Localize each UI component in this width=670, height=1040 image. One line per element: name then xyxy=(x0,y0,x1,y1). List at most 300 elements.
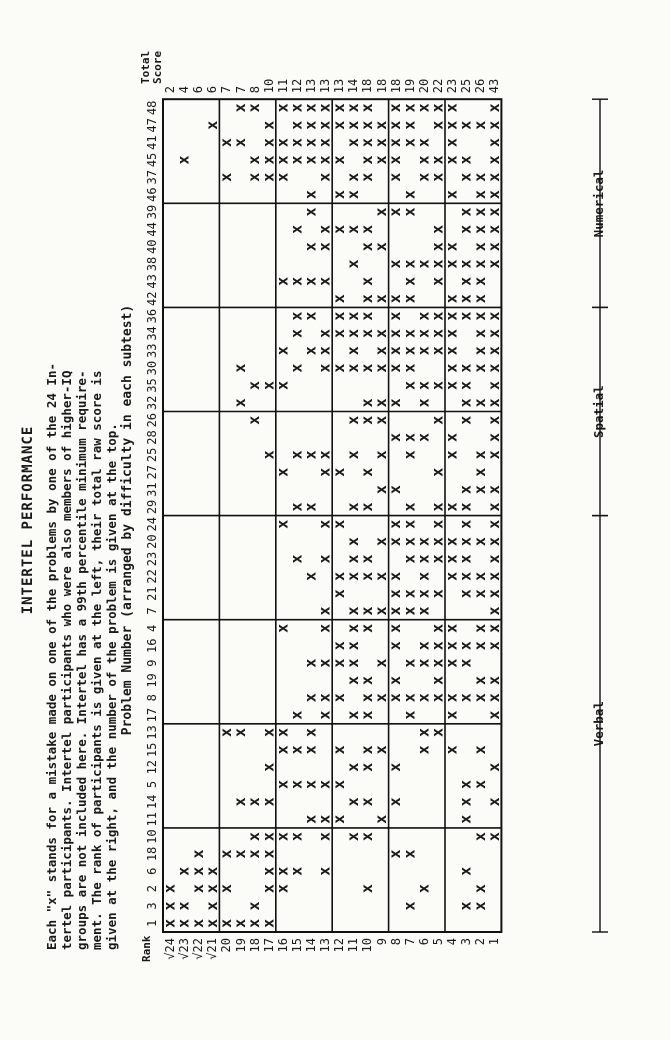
mistake-mark: x xyxy=(456,363,475,373)
mistake-mark: x xyxy=(358,276,376,286)
mistake-mark: x xyxy=(456,120,475,130)
mistake-mark: x xyxy=(456,554,475,564)
mistake-mark: x xyxy=(372,415,391,425)
total-score: 19 xyxy=(402,78,417,94)
mistake-mark: x xyxy=(343,224,362,234)
mistake-mark: x xyxy=(329,571,348,581)
mistake-mark: x xyxy=(273,519,292,529)
mistake-mark: x xyxy=(343,346,362,356)
mistake-mark: x xyxy=(484,346,503,356)
problem-number: 35 xyxy=(145,378,159,393)
mistake-mark: x xyxy=(259,832,278,842)
mistake-mark: x xyxy=(343,259,362,269)
total-score: 8 xyxy=(247,85,262,94)
mistake-mark: x xyxy=(358,155,376,165)
mistake-mark: x xyxy=(329,294,348,304)
mistake-mark: x xyxy=(386,849,405,859)
mistake-mark: x xyxy=(217,918,235,928)
mistake-mark: x xyxy=(343,641,362,651)
mistake-mark: x xyxy=(329,190,348,200)
problem-number: 26 xyxy=(145,412,159,428)
total-score: 10 xyxy=(261,78,276,94)
mistake-mark: x xyxy=(470,172,489,182)
mistake-mark: x xyxy=(428,103,447,113)
mistake-mark: x xyxy=(484,450,503,460)
mistake-mark: x xyxy=(386,485,405,495)
mistake-mark: x xyxy=(414,641,433,651)
mistake-mark: x xyxy=(470,207,489,217)
mistake-mark: x xyxy=(428,502,447,512)
mistake-mark: x xyxy=(343,554,362,564)
mistake-mark: x xyxy=(470,675,489,685)
rank-label: 8 xyxy=(388,938,403,946)
mistake-mark: x xyxy=(414,571,433,581)
mistake-mark: x xyxy=(456,814,475,824)
mistake-mark: x xyxy=(273,832,292,842)
mistake-mark: x xyxy=(259,155,278,165)
mistake-mark: x xyxy=(414,259,433,269)
mistake-mark: x xyxy=(428,346,447,356)
mistake-mark: x xyxy=(301,155,320,165)
mistake-mark: x xyxy=(456,537,475,547)
problem-number: 23 xyxy=(145,551,159,567)
total-score: 18 xyxy=(360,78,375,94)
mistake-mark: x xyxy=(442,346,461,356)
mistake-mark: x xyxy=(343,103,362,113)
rank-label: 4 xyxy=(445,938,459,946)
problem-number: 9 xyxy=(145,659,159,667)
mistake-mark: x xyxy=(428,675,447,685)
mistake-mark: x xyxy=(301,120,320,130)
mistake-mark: x xyxy=(273,346,292,356)
mistake-mark: x xyxy=(414,398,433,408)
mistake-mark: x xyxy=(315,138,334,148)
mistake-mark: x xyxy=(358,745,376,755)
problem-number: 21 xyxy=(145,586,159,601)
mistake-mark: x xyxy=(456,398,475,408)
mistake-mark: x xyxy=(400,693,419,703)
total-score: 20 xyxy=(416,78,431,94)
total-score: 18 xyxy=(388,78,403,94)
mistake-mark: x xyxy=(372,571,391,581)
rank-label: 13 xyxy=(318,938,333,953)
problem-number: 31 xyxy=(145,482,159,497)
mistake-mark: x xyxy=(484,502,503,512)
mistake-mark: x xyxy=(484,103,503,113)
mistake-mark: x xyxy=(301,450,320,460)
mistake-mark: x xyxy=(188,866,207,876)
mistake-mark: x xyxy=(358,138,376,148)
total-score: 11 xyxy=(275,78,290,94)
total-score: 43 xyxy=(487,78,502,94)
mistake-mark: x xyxy=(358,693,376,703)
mistake-mark: x xyxy=(245,155,264,165)
mistake-mark: x xyxy=(456,797,475,807)
mistake-mark: x xyxy=(456,866,475,876)
problem-number: 28 xyxy=(145,430,159,445)
mistake-mark: x xyxy=(287,311,306,321)
mistake-mark: x xyxy=(329,519,348,529)
total-score: 6 xyxy=(205,85,220,94)
mistake-mark: x xyxy=(329,103,348,113)
mistake-mark: x xyxy=(301,780,320,790)
mistake-mark: x xyxy=(315,814,334,824)
problem-number: 13 xyxy=(145,725,159,740)
mistake-mark: x xyxy=(329,328,348,338)
mistake-mark: x xyxy=(315,519,334,529)
mistake-mark: x xyxy=(315,172,334,182)
mistake-mark: x xyxy=(456,276,475,286)
problem-number: 18 xyxy=(145,846,159,862)
mistake-mark: x xyxy=(442,259,461,269)
problem-number: 5 xyxy=(145,780,159,789)
subtest-label: Spatial xyxy=(591,379,606,444)
mistake-mark: x xyxy=(231,103,250,113)
mistake-mark: x xyxy=(400,519,419,529)
problem-number: 40 xyxy=(145,239,159,254)
mistake-mark: x xyxy=(358,884,376,894)
total-score: 12 xyxy=(289,78,304,94)
mistake-mark: x xyxy=(442,502,461,512)
subtest-label: Numerical xyxy=(591,164,606,244)
mistake-mark: x xyxy=(400,450,419,460)
mistake-mark: x xyxy=(442,363,461,373)
problem-number: 24 xyxy=(145,517,159,532)
mistake-mark: x xyxy=(160,884,179,894)
mistake-mark: x xyxy=(259,884,278,894)
mistake-mark: x xyxy=(414,433,433,443)
caption-line: ment. The rank of participants is given at the left, their total raw score is xyxy=(89,370,104,950)
mistake-mark: x xyxy=(315,155,334,165)
mistake-mark: x xyxy=(386,433,405,443)
mistake-mark: x xyxy=(343,120,362,130)
caption-line: Each "x" stands for a mistake made on one of the problems by one of the 24 In- xyxy=(44,363,59,950)
mistake-mark: x xyxy=(414,172,433,182)
mistake-mark: x xyxy=(470,571,489,581)
mistake-mark: x xyxy=(428,519,447,529)
mistake-mark: x xyxy=(484,433,503,443)
mistake-mark: x xyxy=(372,294,391,304)
mistake-mark: x xyxy=(245,901,264,911)
mistake-mark: x xyxy=(301,311,320,321)
mistake-mark: x xyxy=(386,398,405,408)
mistake-mark: x xyxy=(217,138,235,148)
mistake-mark: x xyxy=(343,797,362,807)
mistake-mark: x xyxy=(386,363,405,373)
problem-number: 45 xyxy=(145,152,159,168)
mistake-mark: x xyxy=(428,537,447,547)
mistake-mark: x xyxy=(315,328,334,338)
mistake-mark: x xyxy=(372,328,391,338)
mistake-mark: x xyxy=(343,658,362,668)
mistake-mark: x xyxy=(386,623,405,633)
mistake-mark: x xyxy=(484,832,503,842)
problem-number: 30 xyxy=(145,360,159,376)
mistake-mark: x xyxy=(329,814,348,824)
mistake-mark: x xyxy=(484,380,503,390)
mistake-mark: x xyxy=(414,537,433,547)
mistake-mark: x xyxy=(259,450,278,460)
mistake-mark: x xyxy=(470,589,489,599)
mistake-mark: x xyxy=(470,242,489,252)
mistake-mark: x xyxy=(484,311,503,321)
mistake-mark: x xyxy=(343,502,362,512)
mistake-mark: x xyxy=(414,727,433,737)
mistake-mark: x xyxy=(358,363,376,373)
mistake-mark: x xyxy=(414,103,433,113)
mistake-mark: x xyxy=(358,762,376,772)
rank-label: 19 xyxy=(233,938,248,953)
mistake-mark: x xyxy=(470,537,489,547)
mistake-mark: x xyxy=(273,103,292,113)
mistake-mark: x xyxy=(259,120,278,130)
mistake-mark: x xyxy=(456,415,475,425)
mistake-mark: x xyxy=(442,103,461,113)
mistake-mark: x xyxy=(343,675,362,685)
mistake-mark: x xyxy=(315,693,334,703)
mistake-mark: x xyxy=(329,363,348,373)
mistake-mark: x xyxy=(358,120,376,130)
mistake-mark: x xyxy=(245,380,264,390)
mistake-mark: x xyxy=(386,675,405,685)
mistake-mark: x xyxy=(273,380,292,390)
problem-number: 25 xyxy=(145,447,159,463)
mistake-mark: x xyxy=(301,103,320,113)
mistake-mark: x xyxy=(315,866,334,876)
mistake-mark: x xyxy=(414,346,433,356)
mistake-mark: x xyxy=(428,380,447,390)
mistake-mark: x xyxy=(315,780,334,790)
mistake-mark: x xyxy=(414,155,433,165)
mistake-mark: x xyxy=(484,537,503,547)
total-score: 23 xyxy=(445,78,459,94)
mistake-mark: x xyxy=(470,311,489,321)
rank-label: 20 xyxy=(219,938,234,953)
mistake-mark: x xyxy=(259,138,278,148)
total-score: 6 xyxy=(191,85,206,94)
rank-label: √24 xyxy=(163,938,177,960)
mistake-mark: x xyxy=(217,727,235,737)
problem-number: 34 xyxy=(145,326,159,341)
rank-label: √21 xyxy=(205,938,220,960)
mistake-mark: x xyxy=(470,901,489,911)
mistake-mark: x xyxy=(188,884,207,894)
mistake-mark: x xyxy=(372,814,391,824)
mistake-mark: x xyxy=(414,884,433,894)
mistake-mark: x xyxy=(414,589,433,599)
subtest-label: Verbal xyxy=(591,695,606,752)
mistake-mark: x xyxy=(301,242,320,252)
mistake-mark: x xyxy=(343,328,362,338)
mistake-mark: x xyxy=(174,155,193,165)
mistake-mark: x xyxy=(343,832,362,842)
mistake-mark: x xyxy=(329,120,348,130)
mistake-mark: x xyxy=(386,328,405,338)
mistake-mark: x xyxy=(442,710,461,720)
mistake-mark: x xyxy=(358,294,376,304)
mistake-mark: x xyxy=(428,641,447,651)
mistake-mark: x xyxy=(428,155,447,165)
total-score: 22 xyxy=(430,78,445,94)
mistake-mark: x xyxy=(484,172,503,182)
mistake-mark: x xyxy=(301,502,320,512)
problem-number: 37 xyxy=(145,170,159,185)
mistake-mark: x xyxy=(386,346,405,356)
rank-label: 2 xyxy=(473,938,488,946)
mistake-mark: x xyxy=(301,814,320,824)
mistake-mark: x xyxy=(358,623,376,633)
problem-number: 1 xyxy=(145,919,159,927)
mistake-mark: x xyxy=(273,623,292,633)
rank-label: 5 xyxy=(430,938,445,946)
mistake-mark: x xyxy=(358,571,376,581)
mistake-mark: x xyxy=(372,363,391,373)
mistake-mark: x xyxy=(287,276,306,286)
mistake-mark: x xyxy=(470,259,489,269)
rank-label: 16 xyxy=(275,938,290,953)
mistake-mark: x xyxy=(358,224,376,234)
mistake-mark: x xyxy=(484,398,503,408)
mistake-mark: x xyxy=(372,207,391,217)
mistake-mark: x xyxy=(315,242,334,252)
mistake-mark: x xyxy=(372,606,391,616)
problem-number: 46 xyxy=(145,187,159,202)
mistake-mark: x xyxy=(456,502,475,512)
total-score: 25 xyxy=(459,78,474,94)
mistake-mark: x xyxy=(428,415,447,425)
problem-number: 6 xyxy=(145,867,159,875)
mistake-mark: x xyxy=(400,190,419,200)
mistake-mark: x xyxy=(428,172,447,182)
problem-number: 33 xyxy=(145,343,159,359)
rank-label: √23 xyxy=(177,938,192,960)
mistake-mark: x xyxy=(358,103,376,113)
mistake-mark: x xyxy=(358,415,376,425)
mistake-mark: x xyxy=(358,242,376,252)
problem-number: 10 xyxy=(145,829,159,844)
mistake-mark: x xyxy=(414,380,433,390)
mistake-mark: x xyxy=(315,346,334,356)
mistake-mark: x xyxy=(231,398,250,408)
mistake-mark: x xyxy=(470,363,489,373)
mistake-mark: x xyxy=(343,623,362,633)
mistake-mark: x xyxy=(287,745,306,755)
rank-label: 17 xyxy=(261,938,276,953)
total-score: 7 xyxy=(219,85,234,94)
mistake-mark: x xyxy=(372,155,391,165)
mistake-mark: x xyxy=(287,363,306,373)
mistake-mark: x xyxy=(273,727,292,737)
mistake-mark: x xyxy=(456,294,475,304)
mistake-mark: x xyxy=(386,537,405,547)
mistake-mark: x xyxy=(231,727,250,737)
mistake-mark: x xyxy=(484,485,503,495)
total-score: 2 xyxy=(163,85,177,94)
mistake-mark: x xyxy=(428,467,447,477)
mistake-mark: x xyxy=(245,172,264,182)
mistake-mark: x xyxy=(442,745,461,755)
mistake-mark: x xyxy=(442,328,461,338)
mistake-mark: x xyxy=(343,172,362,182)
rank-label: 1 xyxy=(487,938,502,946)
problem-number: 7 xyxy=(145,607,159,615)
problem-number: 22 xyxy=(145,569,159,584)
mistake-mark: x xyxy=(231,138,250,148)
mistake-mark: x xyxy=(329,745,348,755)
mistake-mark: x xyxy=(428,658,447,668)
mistake-mark: x xyxy=(301,346,320,356)
mistake-mark: x xyxy=(273,155,292,165)
mistake-mark: x xyxy=(343,537,362,547)
mistake-mark: x xyxy=(329,780,348,790)
mistake-mark: x xyxy=(273,745,292,755)
mistake-mark: x xyxy=(315,554,334,564)
mistake-mark: x xyxy=(484,571,503,581)
mistake-mark: x xyxy=(400,589,419,599)
mistake-mark: x xyxy=(202,866,221,876)
rank-label: 14 xyxy=(304,938,318,953)
mistake-mark: x xyxy=(315,450,334,460)
rank-label: 12 xyxy=(332,938,347,953)
rank-label: 15 xyxy=(289,938,304,953)
mistake-mark: x xyxy=(315,363,334,373)
mistake-mark: x xyxy=(287,120,306,130)
mistake-mark: x xyxy=(470,398,489,408)
mistake-mark: x xyxy=(174,901,193,911)
mistake-mark: x xyxy=(358,398,376,408)
mistake-mark: x xyxy=(470,745,489,755)
mistake-mark: x xyxy=(470,450,489,460)
mistake-mark: x xyxy=(400,849,419,859)
mistake-mark: x xyxy=(329,589,348,599)
mistake-mark: x xyxy=(315,832,334,842)
problem-number: 43 xyxy=(145,274,159,289)
mistake-mark: x xyxy=(343,762,362,772)
problem-number: 2 xyxy=(145,885,159,893)
mistake-mark: x xyxy=(484,224,503,234)
page-title: INTERTEL PERFORMANCE xyxy=(20,425,36,615)
mistake-mark: x xyxy=(484,589,503,599)
total-score: 4 xyxy=(177,85,192,94)
problem-number: 20 xyxy=(145,534,159,549)
mistake-mark: x xyxy=(358,675,376,685)
mistake-mark: x xyxy=(372,398,391,408)
mistake-mark: x xyxy=(428,727,447,737)
mistake-mark: x xyxy=(358,502,376,512)
mistake-mark: x xyxy=(456,589,475,599)
problem-number: 38 xyxy=(145,256,159,272)
mistake-mark: x xyxy=(414,554,433,564)
mistake-mark: x xyxy=(484,623,503,633)
mistake-mark: x xyxy=(343,138,362,148)
mistake-mark: x xyxy=(315,623,334,633)
mistake-mark: x xyxy=(301,727,320,737)
mistake-mark: x xyxy=(400,328,419,338)
mistake-mark: x xyxy=(442,641,461,651)
problem-number: 8 xyxy=(145,694,159,702)
mistake-mark: x xyxy=(174,866,193,876)
total-score: 14 xyxy=(346,78,361,94)
mistake-mark: x xyxy=(484,138,503,148)
mistake-mark: x xyxy=(273,138,292,148)
mistake-mark: x xyxy=(372,745,391,755)
mistake-mark: x xyxy=(400,606,419,616)
mistake-mark: x xyxy=(386,311,405,321)
mistake-mark: x xyxy=(456,311,475,321)
mistake-mark: x xyxy=(428,311,447,321)
mistake-mark: x xyxy=(470,623,489,633)
mistake-mark: x xyxy=(484,797,503,807)
